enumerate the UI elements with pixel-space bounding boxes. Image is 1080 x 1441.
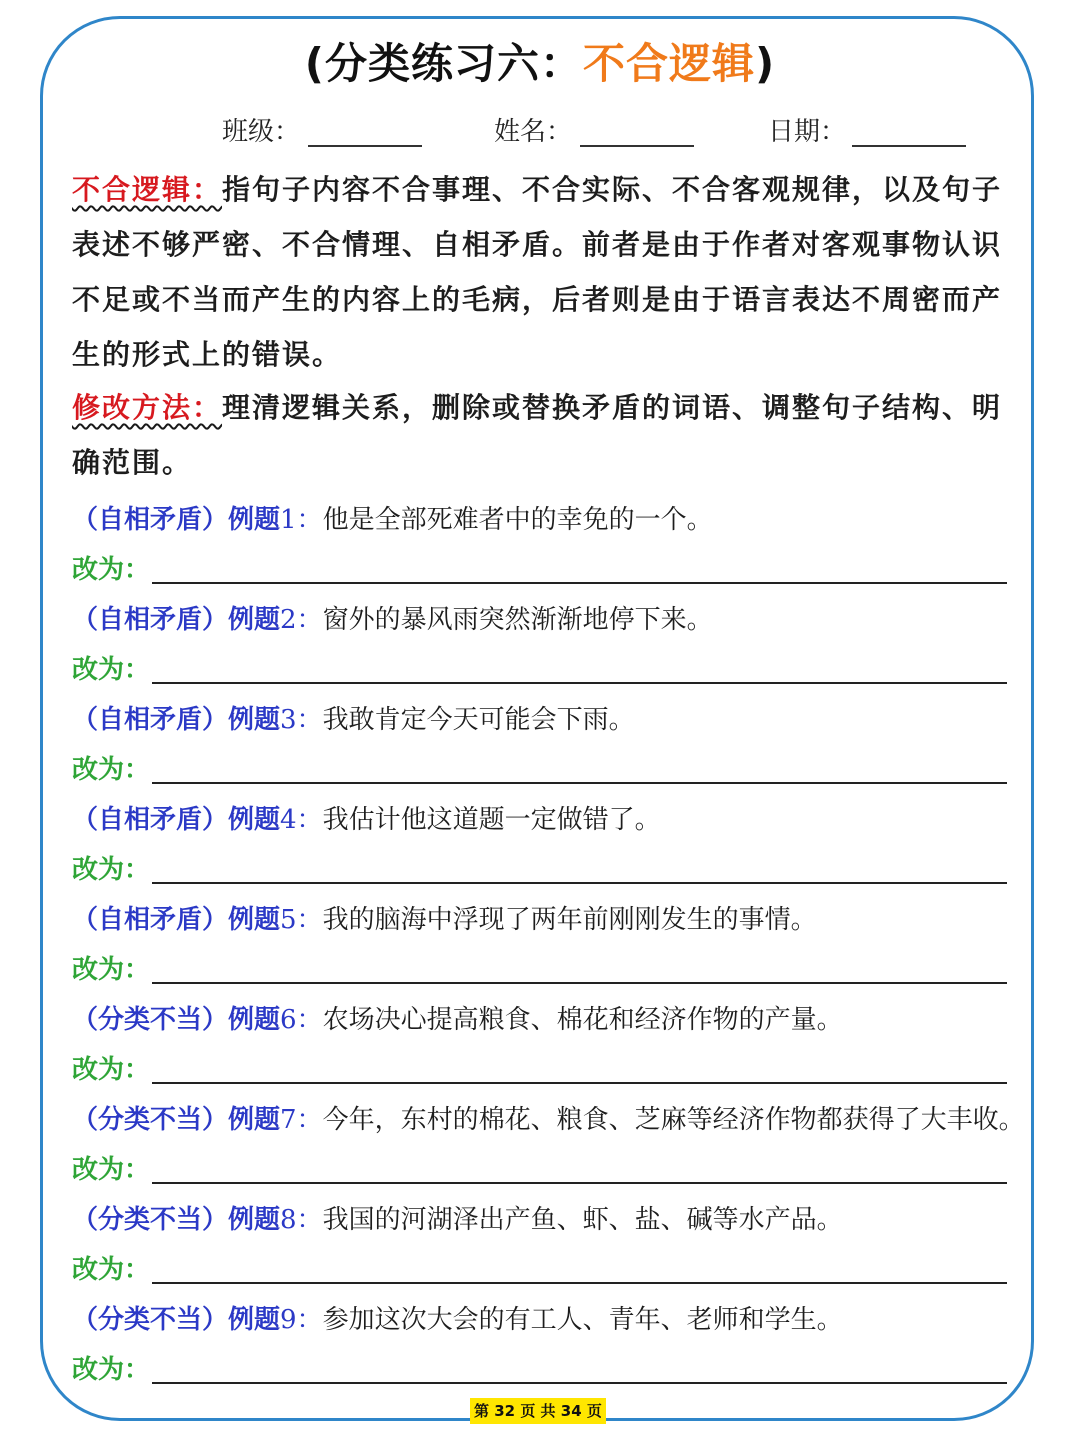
example-tag: （分类不当）例题 — [72, 1005, 281, 1035]
page-title — [0, 34, 1080, 94]
answer-row — [72, 850, 1007, 890]
example-sentence: 我的脑海中浮现了两年前刚刚发生的事情。 — [322, 905, 817, 935]
example-row — [72, 1000, 1032, 1040]
answer-row — [72, 650, 1007, 690]
answer-blank-line[interactable] — [152, 682, 1007, 684]
answer-blank-line[interactable] — [152, 1182, 1007, 1184]
example-row — [72, 1100, 1032, 1140]
example-sentence: 我敢肯定今天可能会下雨。 — [322, 705, 635, 735]
page-number: 第 32 页 共 34 页 — [470, 1398, 606, 1424]
example-number: 8： — [280, 1205, 323, 1235]
example-sentence: 窗外的暴风雨突然渐渐地停下来。 — [322, 605, 713, 635]
example-sentence: 参加这次大会的有工人、青年、老师和学生。 — [322, 1305, 843, 1335]
example-number: 3： — [280, 705, 323, 735]
example-number: 2： — [280, 605, 323, 635]
answer-label: 改为： — [72, 1155, 151, 1185]
example-number: 1： — [280, 505, 323, 535]
answer-label: 改为： — [72, 755, 151, 785]
answer-row — [72, 550, 1007, 590]
date-field[interactable] — [852, 145, 966, 147]
answer-label: 改为： — [72, 955, 151, 985]
answer-label: 改为： — [72, 855, 151, 885]
title-prefix: (分类练习六： — [304, 39, 583, 88]
example-tag: （分类不当）例题 — [72, 1305, 281, 1335]
answer-label: 改为： — [72, 1355, 151, 1385]
example-row — [72, 600, 1032, 640]
method-paragraph — [72, 380, 1012, 490]
method-text: 理清逻辑关系，删除或替换矛盾的词语、调整句子结构、明确范围。 — [72, 391, 1003, 479]
example-sentence: 我国的河湖泽出产鱼、虾、盐、碱等水产品。 — [322, 1205, 843, 1235]
example-tag: （自相矛盾）例题 — [72, 605, 281, 635]
answer-row — [72, 1150, 1007, 1190]
example-number: 5： — [280, 905, 323, 935]
example-sentence: 今年，东村的棉花、粮食、芝麻等经济作物都获得了大丰收。 — [322, 1105, 1025, 1135]
answer-row — [72, 1250, 1007, 1290]
answer-row — [72, 1050, 1007, 1090]
example-row — [72, 1300, 1032, 1340]
example-row — [72, 900, 1032, 940]
student-info-row — [0, 112, 1080, 152]
example-tag: （自相矛盾）例题 — [72, 905, 281, 935]
answer-blank-line[interactable] — [152, 782, 1007, 784]
answer-row — [72, 750, 1007, 790]
answer-blank-line[interactable] — [152, 882, 1007, 884]
title-accent: 不合逻辑 — [582, 39, 755, 88]
name-field[interactable] — [580, 145, 694, 147]
example-tag: （自相矛盾）例题 — [72, 705, 281, 735]
answer-row — [72, 950, 1007, 990]
answer-label: 改为： — [72, 655, 151, 685]
answer-blank-line[interactable] — [152, 1282, 1007, 1284]
example-row — [72, 500, 1032, 540]
example-tag: （自相矛盾）例题 — [72, 805, 281, 835]
example-row — [72, 1200, 1032, 1240]
answer-blank-line[interactable] — [152, 1082, 1007, 1084]
example-tag: （分类不当）例题 — [72, 1205, 281, 1235]
class-field[interactable] — [308, 145, 422, 147]
date-label: 日期： — [768, 117, 847, 147]
example-number: 9： — [280, 1305, 323, 1335]
example-sentence: 农场决心提高粮食、棉花和经济作物的产量。 — [322, 1005, 843, 1035]
definition-text: 指句子内容不合事理、不合实际、不合客观规律，以及句子表述不够严密、不合情理、自相矛盾。前者是由于作者对客观事物认识不足或不当而产生的内容上的毛病，后者则是由于语言表达不周密而产生的形式上的错误。 — [72, 173, 1003, 371]
method-term: 修改方法： — [72, 391, 223, 424]
example-row — [72, 800, 1032, 840]
answer-label: 改为： — [72, 555, 151, 585]
answer-row — [72, 1350, 1007, 1390]
definition-paragraph — [72, 162, 1012, 382]
example-number: 4： — [280, 805, 323, 835]
example-sentence: 我估计他这道题一定做错了。 — [322, 805, 661, 835]
example-sentence: 他是全部死难者中的幸免的一个。 — [322, 505, 713, 535]
answer-label: 改为： — [72, 1055, 151, 1085]
title-suffix: ) — [755, 39, 776, 88]
answer-blank-line[interactable] — [152, 1382, 1007, 1384]
answer-blank-line[interactable] — [152, 582, 1007, 584]
example-number: 6： — [280, 1005, 323, 1035]
example-tag: （分类不当）例题 — [72, 1105, 281, 1135]
class-label: 班级： — [222, 117, 301, 147]
example-row — [72, 700, 1032, 740]
answer-blank-line[interactable] — [152, 982, 1007, 984]
example-number: 7： — [280, 1105, 323, 1135]
name-label: 姓名： — [494, 117, 573, 147]
answer-label: 改为： — [72, 1255, 151, 1285]
definition-term: 不合逻辑： — [72, 173, 223, 206]
example-tag: （自相矛盾）例题 — [72, 505, 281, 535]
